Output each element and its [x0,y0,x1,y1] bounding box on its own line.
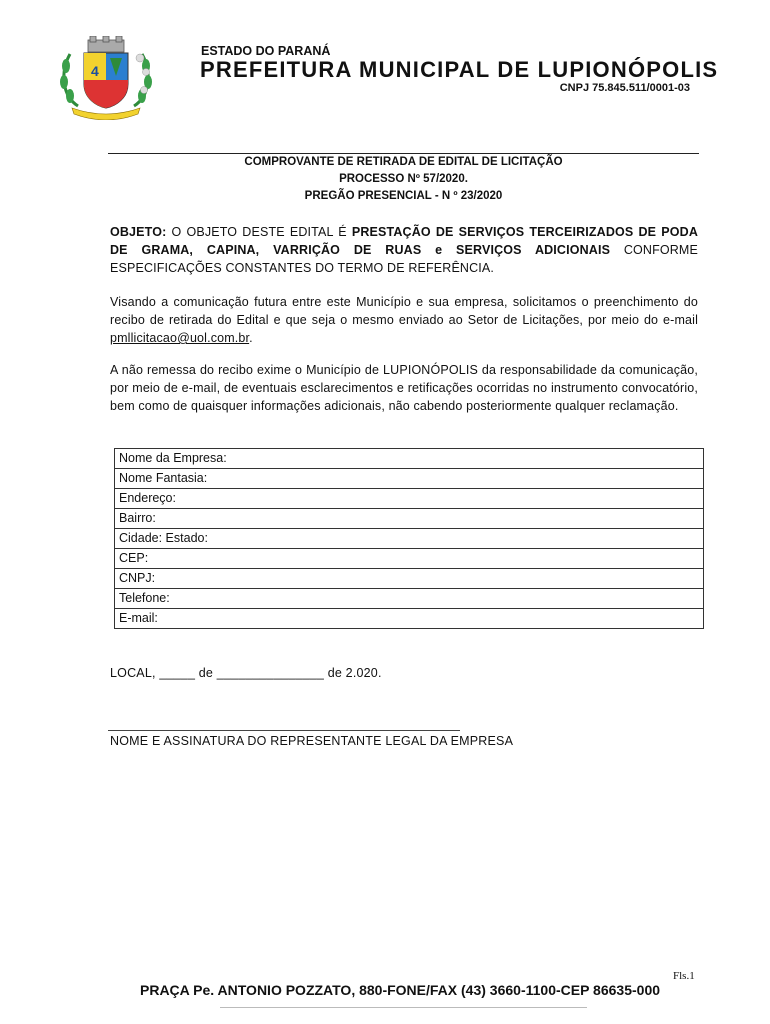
municipal-crest-logo [56,36,156,120]
signature-label: NOME E ASSINATURA DO REPRESENTANTE LEGAL DA EMPRESA [110,734,514,748]
form-row [115,609,704,629]
form-row [115,569,704,589]
communication-paragraph [110,293,698,347]
field-email[interactable]: E-mail: [115,609,704,629]
email-link[interactable]: pmllicitacao@uol.com.br [110,331,250,345]
form-row [115,509,704,529]
objeto-bold: PRESTAÇÃO DE SERVIÇOS TERCEIRIZADOS DE PODA DE GRAMA, CAPINA, VARRIÇÃO DE RUAS e SERVIÇOS ADICIONAIS [110,225,698,257]
field-phone[interactable]: Telefone: [115,589,704,609]
form-row [115,549,704,569]
field-trade-name[interactable]: Nome Fantasia: [115,469,704,489]
objeto-label: OBJETO: [110,225,167,239]
company-form-table [114,448,704,629]
form-row [115,469,704,489]
communication-end: . [249,331,253,345]
communication-text: Visando a comunicação futura entre este Município e sua empresa, solicitamos o preenchimento do recibo de retirada do Edital e que seja o mesmo enviado ao Setor de Licitações, por meio do e-mail [110,295,698,327]
form-row [115,449,704,469]
header-divider [108,153,699,154]
objeto-text-end: CONFORME ESPECIFICAÇÕES CONSTANTES DO TERMO DE REFERÊNCIA. [110,243,698,275]
objeto-paragraph [110,223,698,277]
pregao-number: PREGÃO PRESENCIAL - N º 23/2020 [304,190,503,202]
field-cnpj[interactable]: CNPJ: [115,569,704,589]
svg-text:4: 4 [91,63,99,79]
field-city-state[interactable]: Cidade: Estado: [115,529,704,549]
form-row [115,529,704,549]
page-mark: Fls.1 [673,970,695,982]
cnpj-number: CNPJ 75.845.511/0001-03 [559,82,690,94]
field-cep[interactable]: CEP: [115,549,704,569]
field-company-name[interactable]: Nome da Empresa: [115,449,704,469]
local-date-line: LOCAL, _____ de _______________ de 2.020. [110,666,382,680]
footer-address: PRAÇA Pe. ANTONIO POZZATO, 880-FONE/FAX (43) 3660-1100-CEP 86635-000 [140,982,661,998]
disclaimer-paragraph: A não remessa do recibo exime o Município de LUPIONÓPOLIS da responsabilidade da comunicação, por meio de e-mail, de eventuais esclarecimentos e retificações ocorridas no instrumento convocatório, bem como de quaisquer informações adicionais, não cabendo posteriormente qualquer reclamação. [110,363,698,413]
form-row [115,489,704,509]
field-address[interactable]: Endereço: [115,489,704,509]
form-row [115,589,704,609]
document-title: COMPROVANTE DE RETIRADA DE EDITAL DE LICITAÇÃO [244,156,563,168]
process-number: PROCESSO Nº 57/2020. [339,173,468,185]
signature-line [108,730,460,731]
state-name: ESTADO DO PARANÁ [201,44,331,58]
objeto-text: O OBJETO DESTE EDITAL É [166,225,352,239]
municipality-title: PREFEITURA MUNICIPAL DE LUPIONÓPOLIS [200,57,719,82]
footer-divider [220,1007,587,1008]
field-district[interactable]: Bairro: [115,509,704,529]
